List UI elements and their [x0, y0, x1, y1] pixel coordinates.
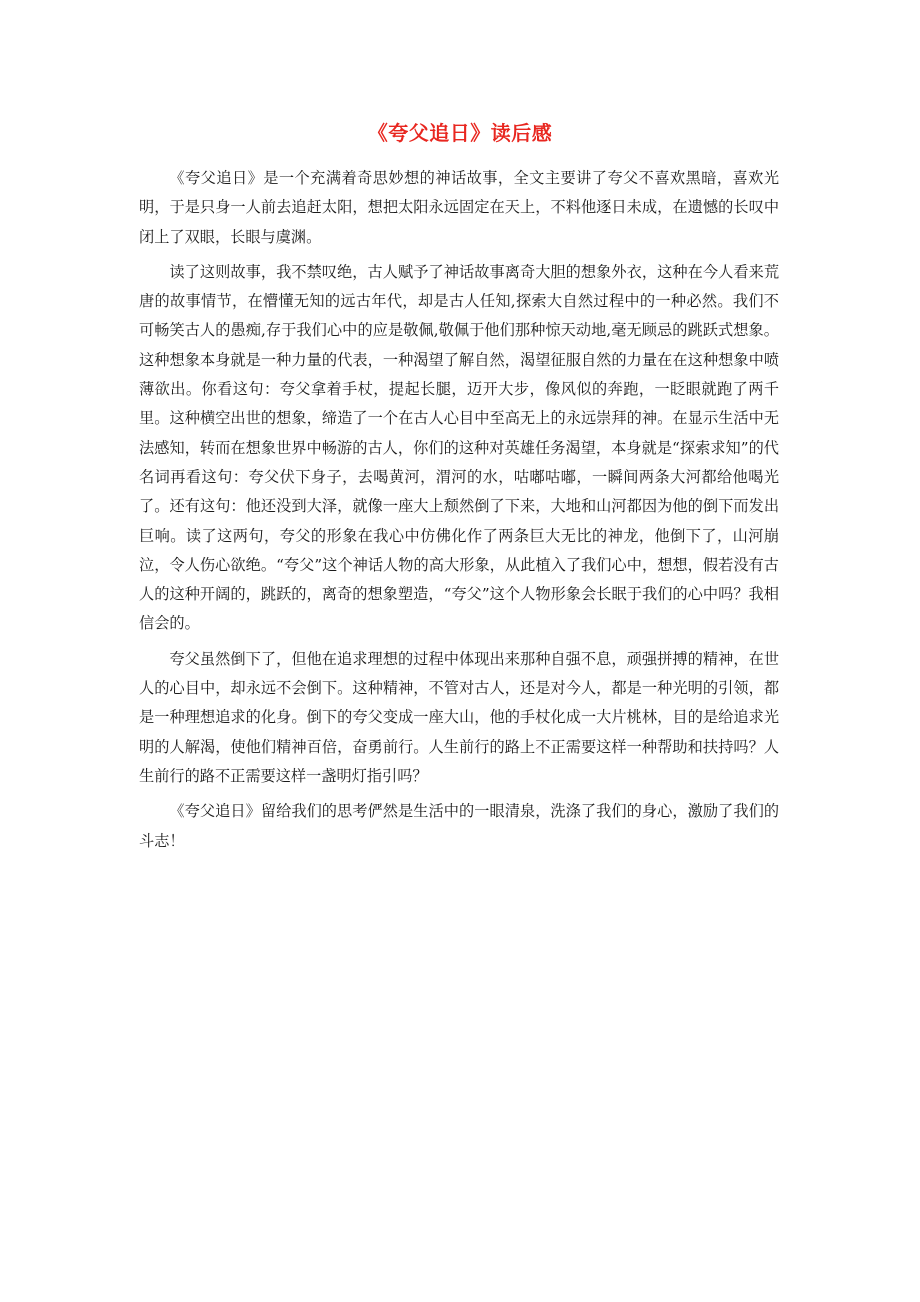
- document-body: [139, 164, 779, 862]
- paragraph-4: 《夸父追日》留给我们的思考俨然是生活中的一眼清泉，洗涤了我们的身心，激励了我们的斗志！: [139, 802, 779, 850]
- document-title: 《夸父追日》读后感: [367, 121, 553, 145]
- paragraph-2: 读了这则故事，我不禁叹绝，古人赋予了神话故事离奇大胆的想象外衣，这种在今人看来荒唐的故事情节，在懵懂无知的远古年代，却是古人任知,探索大自然过程中的一种必然。我们不可畅笑古人的愚痴,存于我们心中的应是敬佩,敬佩于他们那种惊天动地,毫无顾忌的跳跃式想象。这种想象本身就是一种力量的代表，一种渴望了解自然，渴望征服自然的力量在在这种想象中喷薄欲出。你看这句：夸父拿着手杖，提起长腿，迈开大步，像风似的奔跑，一眨眼就跑了两千里。这种横空出世的想象，缔造了一个在古人心目中至高无上的永远崇拜的神。在显示生活中无法感知，转而在想象世界中畅游的古人，你们的这种对英雄任务渴望，本身就是“探索求知”的代名词再看这句：夸父伏下身子，去喝黄河，渭河的水，咕嘟咕嘟，一瞬间两条大河都给他喝光了。还有这句：他还没到大泽，就像一座大上颓然倒了下来，大地和山河都因为他的倒下而发出巨响。读了这两句，夸父的形象在我心中仿佛化作了两条巨大无比的神龙，他倒下了，山河崩泣，令人伤心欲绝。“夸父”这个神话人物的高大形象，从此植入了我们心中，想想，假若没有古人的这种开阔的，跳跃的，离奇的想象塑造，“夸父”这个人物形象会长眠于我们的心中吗？我相信会的。: [139, 262, 779, 633]
- paragraph-1: 《夸父追日》是一个充满着奇思妙想的神话故事，全文主要讲了夸父不喜欢黑暗，喜欢光明，于是只身一人前去追赶太阳，想把太阳永远固定在天上，不料他逐日未成，在遗憾的长叹中闭上了双眼，长眼与虞渊。: [139, 169, 779, 246]
- paragraph-3: 夸父虽然倒下了，但他在追求理想的过程中体现出来那种自强不息，顽强拼搏的精神，在世人的心目中，却永远不会倒下。这种精神，不管对古人，还是对今人，都是一种光明的引领，都是一种理想追求的化身。倒下的夸父变成一座大山，他的手杖化成一大片桃林，目的是给追求光明的人解渴，使他们精神百倍，奋勇前行。人生前行的路上不正需要这样一种帮助和扶持吗？人生前行的路不正需要这样一盏明灯指引吗？: [139, 649, 779, 785]
